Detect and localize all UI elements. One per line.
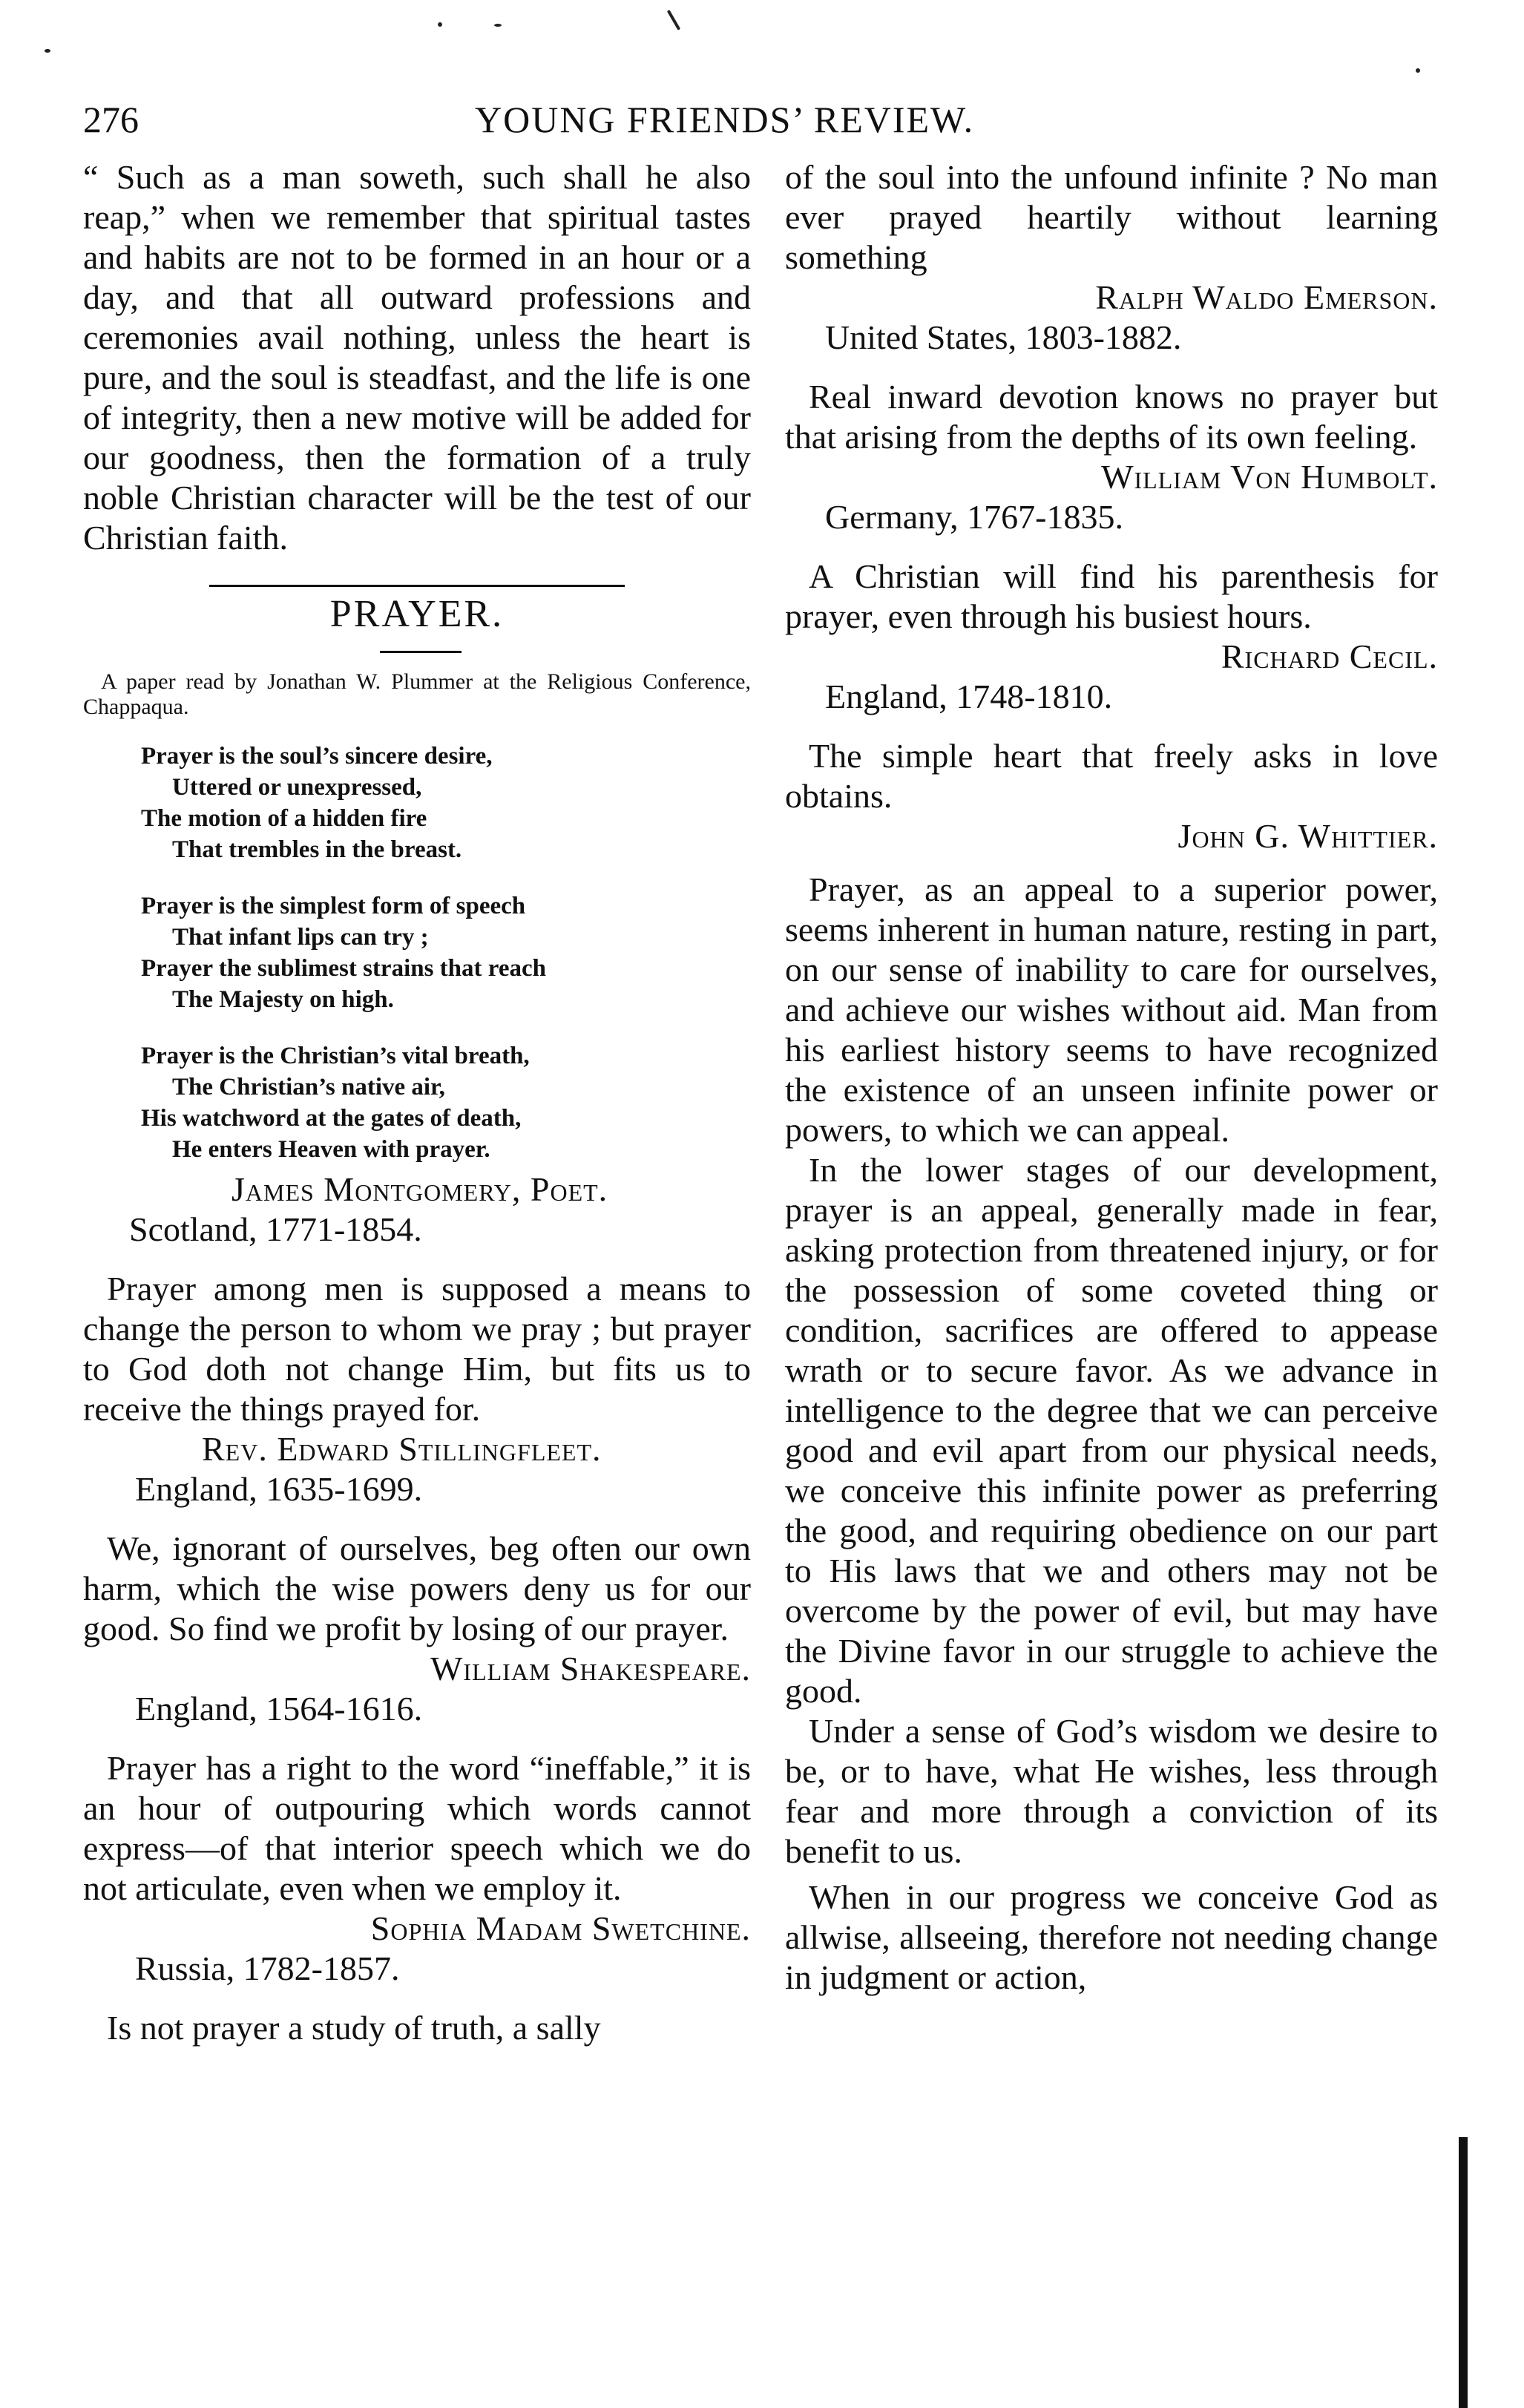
- scan-speck: [667, 10, 680, 30]
- poem-line: That trembles in the breast.: [172, 836, 462, 863]
- quote-humbolt: Real inward devotion knows no prayer but that arising from the depths of its own feeling.: [785, 378, 1438, 456]
- poem-line: Prayer is the soul’s sincere desire,: [141, 743, 493, 770]
- poem-line: He enters Heaven with prayer.: [172, 1136, 490, 1163]
- running-head: YOUNG FRIENDS’ REVIEW.: [475, 99, 975, 140]
- attribution-swetchine: Sophia Madam Swetchine.: [370, 1909, 751, 1947]
- scan-speck: [494, 24, 502, 27]
- attribution-emerson: Ralph Waldo Emerson.: [1095, 278, 1438, 316]
- place-humbolt: Germany, 1767-1835.: [825, 498, 1123, 536]
- poem-place: Scotland, 1771-1854.: [129, 1210, 422, 1248]
- right-column: [785, 157, 1438, 1998]
- poem-line: Prayer is the simplest form of speech: [141, 893, 526, 919]
- intro-note: A paper read by Jonathan W. Plummer at the Religious Conference, Chappaqua.: [83, 669, 751, 719]
- place-stillingfleet: England, 1635-1699.: [135, 1470, 423, 1508]
- quote-swetchine: Prayer has a right to the word “ineffable,” it is an hour of outpouring which words cannot express—of that interior speech which we do not articulate, even when we employ it.: [83, 1749, 751, 1907]
- body-paragraph: Prayer, as an appeal to a superior power, seems inherent in human nature, resting in part, on our sense of inability to care for ourselves, and achieve our wishes without aid. Man from his earliest history seems to have recognized the existence of an unseen infinite power or powers, to which we can appeal.: [785, 870, 1438, 1149]
- poem-line: The Majesty on high.: [172, 986, 394, 1013]
- poem-line: Prayer the sublimest strains that reach: [141, 955, 546, 982]
- poem-line: His watchword at the gates of death,: [141, 1105, 522, 1132]
- left-column: [83, 157, 751, 2048]
- scan-speck: [45, 49, 50, 53]
- section-divider: [209, 585, 625, 587]
- page-number: 276: [83, 99, 139, 140]
- scan-speck: [438, 22, 442, 27]
- attribution-whittier: John G. Whittier.: [1178, 817, 1438, 855]
- body-paragraph: When in our progress we conceive God as allwise, allseeing, therefore not needing change in judgment or action,: [785, 1878, 1438, 1996]
- quote-stillingfleet: Prayer among men is supposed a means to change the person to whom we pray ; but prayer to God doth not change Him, but fits us to receive the things prayed for.: [83, 1270, 751, 1428]
- poem-stanza: [141, 741, 751, 865]
- poem-stanza: [141, 1040, 751, 1165]
- continuation-paragraph: “ Such as a man soweth, such shall he also reap,” when we remember that spiritual tastes and habits are not to be formed in an hour or a day, and that all outward professions and ceremonies avail nothing, unless the heart is pure, and the soul is steadfast, and the life is one of integrity, then a new motive will be added for our goodness, then the formation of a truly noble Christian character will be the test of our Christian faith.: [83, 158, 751, 557]
- poem-line: That infant lips can try ;: [172, 924, 429, 951]
- place-emerson: United States, 1803-1882.: [825, 318, 1182, 356]
- scan-edge-shadow: [1459, 2137, 1468, 2408]
- quote-emerson-start: Is not prayer a study of truth, a sally: [107, 2009, 601, 2047]
- title-underline: [380, 651, 462, 653]
- poem-line: Prayer is the Christian’s vital breath,: [141, 1043, 530, 1069]
- section-title: PRAYER.: [329, 593, 505, 635]
- attribution-cecil: Richard Cecil.: [1221, 637, 1438, 675]
- body-paragraph: In the lower stages of our development, prayer is an appeal, generally made in fear, asking protection from threatened injury, or for the possession of some coveted thing or condition, sacrifices are offered to appease wrath or to secure favor. As we advance in intelligence to the degree that we can perceive good and evil apart from our physical needs, we conceive this infinite power as preferring the good, and requiring obedience on our part to His laws that we and others may not be overcome by the power of evil, but may have the Divine favor in our struggle to achieve the good.: [785, 1151, 1438, 1710]
- poem-line: The Christian’s native air,: [172, 1074, 445, 1100]
- quote-shakespeare: We, ignorant of ourselves, beg often our own harm, which the wise powers deny us for our good. So find we profit by losing of our prayer.: [83, 1529, 751, 1647]
- place-swetchine: Russia, 1782-1857.: [135, 1949, 400, 1987]
- body-paragraph: Under a sense of God’s wisdom we desire to be, or to have, what He wishes, less through fear and more through a conviction of its benefit to us.: [785, 1712, 1438, 1870]
- scan-speck: [1416, 68, 1420, 73]
- poem-stanza: [141, 890, 751, 1015]
- poem-line: The motion of a hidden fire: [141, 805, 427, 832]
- attribution-stillingfleet: Rev. Edward Stillingfleet.: [202, 1430, 602, 1468]
- place-shakespeare: England, 1564-1616.: [135, 1690, 423, 1728]
- quote-emerson-end: of the soul into the unfound infinite ? No man ever prayed heartily without learning something: [785, 158, 1438, 276]
- place-cecil: England, 1748-1810.: [825, 678, 1113, 715]
- poem-attribution: James Montgomery, Poet.: [231, 1170, 608, 1208]
- attribution-shakespeare: William Shakespeare.: [430, 1650, 751, 1687]
- poem-line: Uttered or unexpressed,: [172, 774, 422, 801]
- quote-whittier: The simple heart that freely asks in love obtains.: [785, 737, 1438, 815]
- attribution-humbolt: William Von Humbolt.: [1101, 458, 1438, 496]
- quote-cecil: A Christian will find his parenthesis for prayer, even through his busiest hours.: [785, 557, 1438, 635]
